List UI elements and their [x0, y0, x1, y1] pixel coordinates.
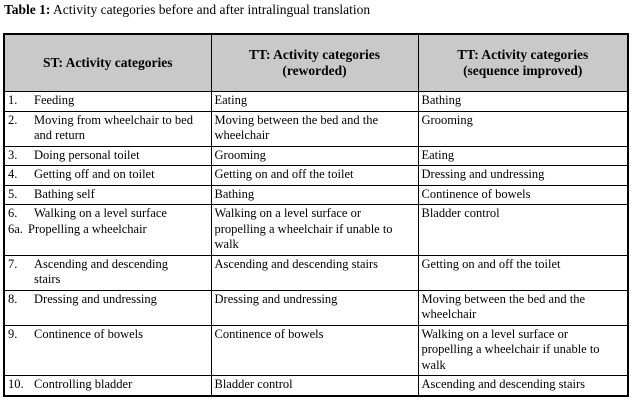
st-cell: 5. Bathing self: [4, 185, 211, 205]
st-cell: 7. Ascending and descending stairs: [4, 255, 211, 290]
tt-sequence-cell: Eating: [418, 146, 628, 166]
st-cell: 4. Getting off and on toilet: [4, 166, 211, 186]
tt-sequence-cell: Ascending and descending stairs: [418, 376, 628, 396]
tt-sequence-cell: Bathing: [418, 92, 628, 112]
st-cell: 1. Feeding: [4, 92, 211, 112]
table-row: [4, 166, 628, 186]
header-st: ST: Activity categories: [4, 34, 211, 92]
caption-text: Activity categories before and after intralingual translation: [50, 2, 371, 17]
tt-reworded-cell: Moving between the bed and the wheelchair: [211, 111, 418, 146]
tt-sequence-cell: Moving between the bed and the wheelchair: [418, 290, 628, 325]
tt-reworded-cell: Dressing and undressing: [211, 290, 418, 325]
header-tt-reworded: TT: Activity categories (reworded): [211, 34, 418, 92]
tt-sequence-cell: Bladder control: [418, 205, 628, 256]
caption-label: Table 1:: [4, 2, 51, 17]
table-caption: [4, 2, 370, 18]
tt-reworded-cell: Grooming: [211, 146, 418, 166]
table-row: [4, 185, 628, 205]
st-cell: 10. Controlling bladder: [4, 376, 211, 396]
tt-reworded-cell: Ascending and descending stairs: [211, 255, 418, 290]
header-tt-sequence: TT: Activity categories (sequence improved): [418, 34, 628, 92]
tt-reworded-cell: Getting on and off the toilet: [211, 166, 418, 186]
tt-reworded-cell: Bathing: [211, 185, 418, 205]
table-row: [4, 146, 628, 166]
tt-reworded-cell: Eating: [211, 92, 418, 112]
tt-sequence-cell: Dressing and undressing: [418, 166, 628, 186]
st-cell: 8. Dressing and undressing: [4, 290, 211, 325]
table-row: [4, 290, 628, 325]
table-row: [4, 205, 628, 256]
table-row: [4, 376, 628, 396]
tt-reworded-cell: Continence of bowels: [211, 325, 418, 376]
table-row: [4, 92, 628, 112]
st-cell: 6. Walking on a level surface 6a. Propelling a wheelchair: [4, 205, 211, 256]
header-row: [4, 34, 628, 92]
table-row: [4, 255, 628, 290]
tt-sequence-cell: Walking on a level surface or propelling a wheelchair if unable to walk: [418, 325, 628, 376]
table-row: [4, 325, 628, 376]
st-cell: 2. Moving from wheelchair to bed and return: [4, 111, 211, 146]
tt-sequence-cell: Grooming: [418, 111, 628, 146]
tt-sequence-cell: Getting on and off the toilet: [418, 255, 628, 290]
table-row: [4, 111, 628, 146]
tt-reworded-cell: Bladder control: [211, 376, 418, 396]
tt-sequence-cell: Continence of bowels: [418, 185, 628, 205]
st-cell: 3. Doing personal toilet: [4, 146, 211, 166]
activity-table: [3, 33, 629, 397]
tt-reworded-cell: Walking on a level surface or propelling a wheelchair if unable to walk: [211, 205, 418, 256]
st-cell: 9. Continence of bowels: [4, 325, 211, 376]
